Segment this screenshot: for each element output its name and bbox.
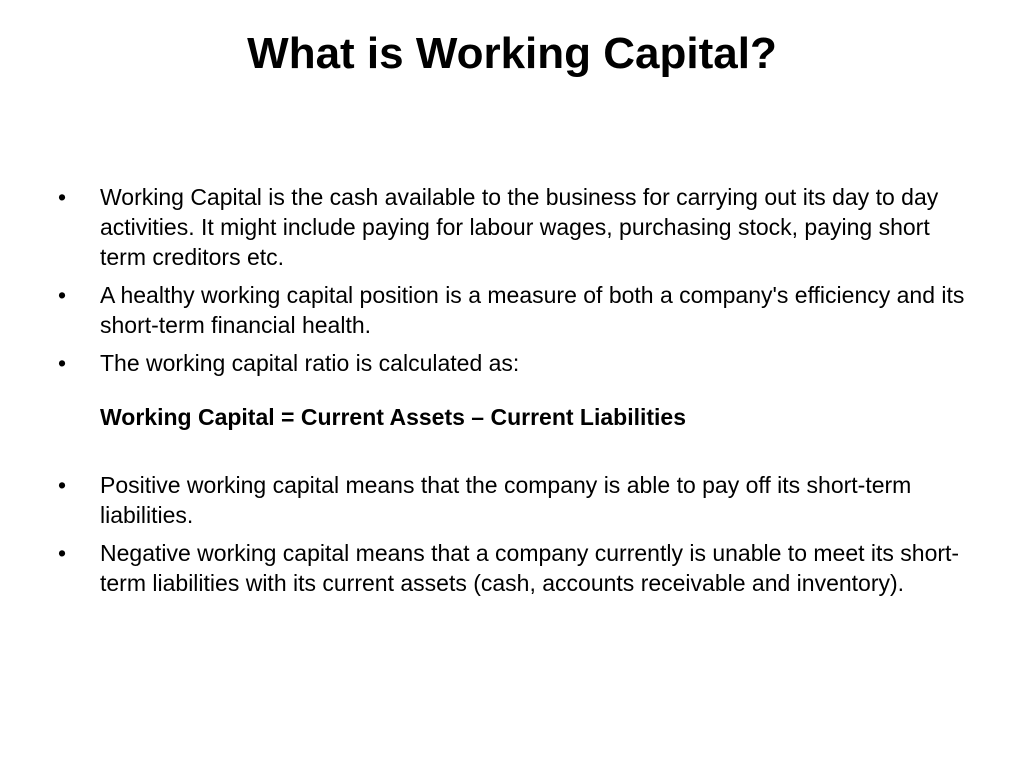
bullet-icon: • bbox=[58, 472, 67, 498]
bullet-icon: • bbox=[58, 184, 67, 210]
bullet-text: A healthy working capital position is a measure of both a company's efficiency and its short-term financial health. bbox=[100, 282, 965, 338]
bullet-icon: • bbox=[58, 350, 67, 376]
bullet-item bbox=[58, 182, 978, 272]
slide-title: What is Working Capital? bbox=[247, 29, 777, 78]
bullet-item bbox=[58, 470, 978, 530]
bullet-text: Negative working capital means that a company currently is unable to meet its short-term liabilities with its current assets (cash, accounts receivable and inventory). bbox=[100, 540, 960, 596]
bullet-text: The working capital ratio is calculated as: bbox=[100, 350, 520, 376]
formula-text: Working Capital = Current Assets – Current Liabilities bbox=[100, 404, 686, 430]
bullet-icon: • bbox=[58, 282, 67, 308]
bullet-item bbox=[58, 538, 978, 598]
bullet-list-top bbox=[58, 182, 978, 378]
bullet-item bbox=[58, 280, 978, 340]
bullet-text: Working Capital is the cash available to the business for carrying out its day to day activities. It might include paying for labour wages, purchasing stock, paying short term creditors etc. bbox=[100, 184, 939, 270]
slide-body bbox=[58, 182, 978, 606]
bullet-icon: • bbox=[58, 540, 67, 566]
bullet-item bbox=[58, 348, 978, 378]
bullet-text: Positive working capital means that the company is able to pay off its short-term liabilities. bbox=[100, 472, 912, 528]
bullet-list-bottom bbox=[58, 470, 978, 598]
